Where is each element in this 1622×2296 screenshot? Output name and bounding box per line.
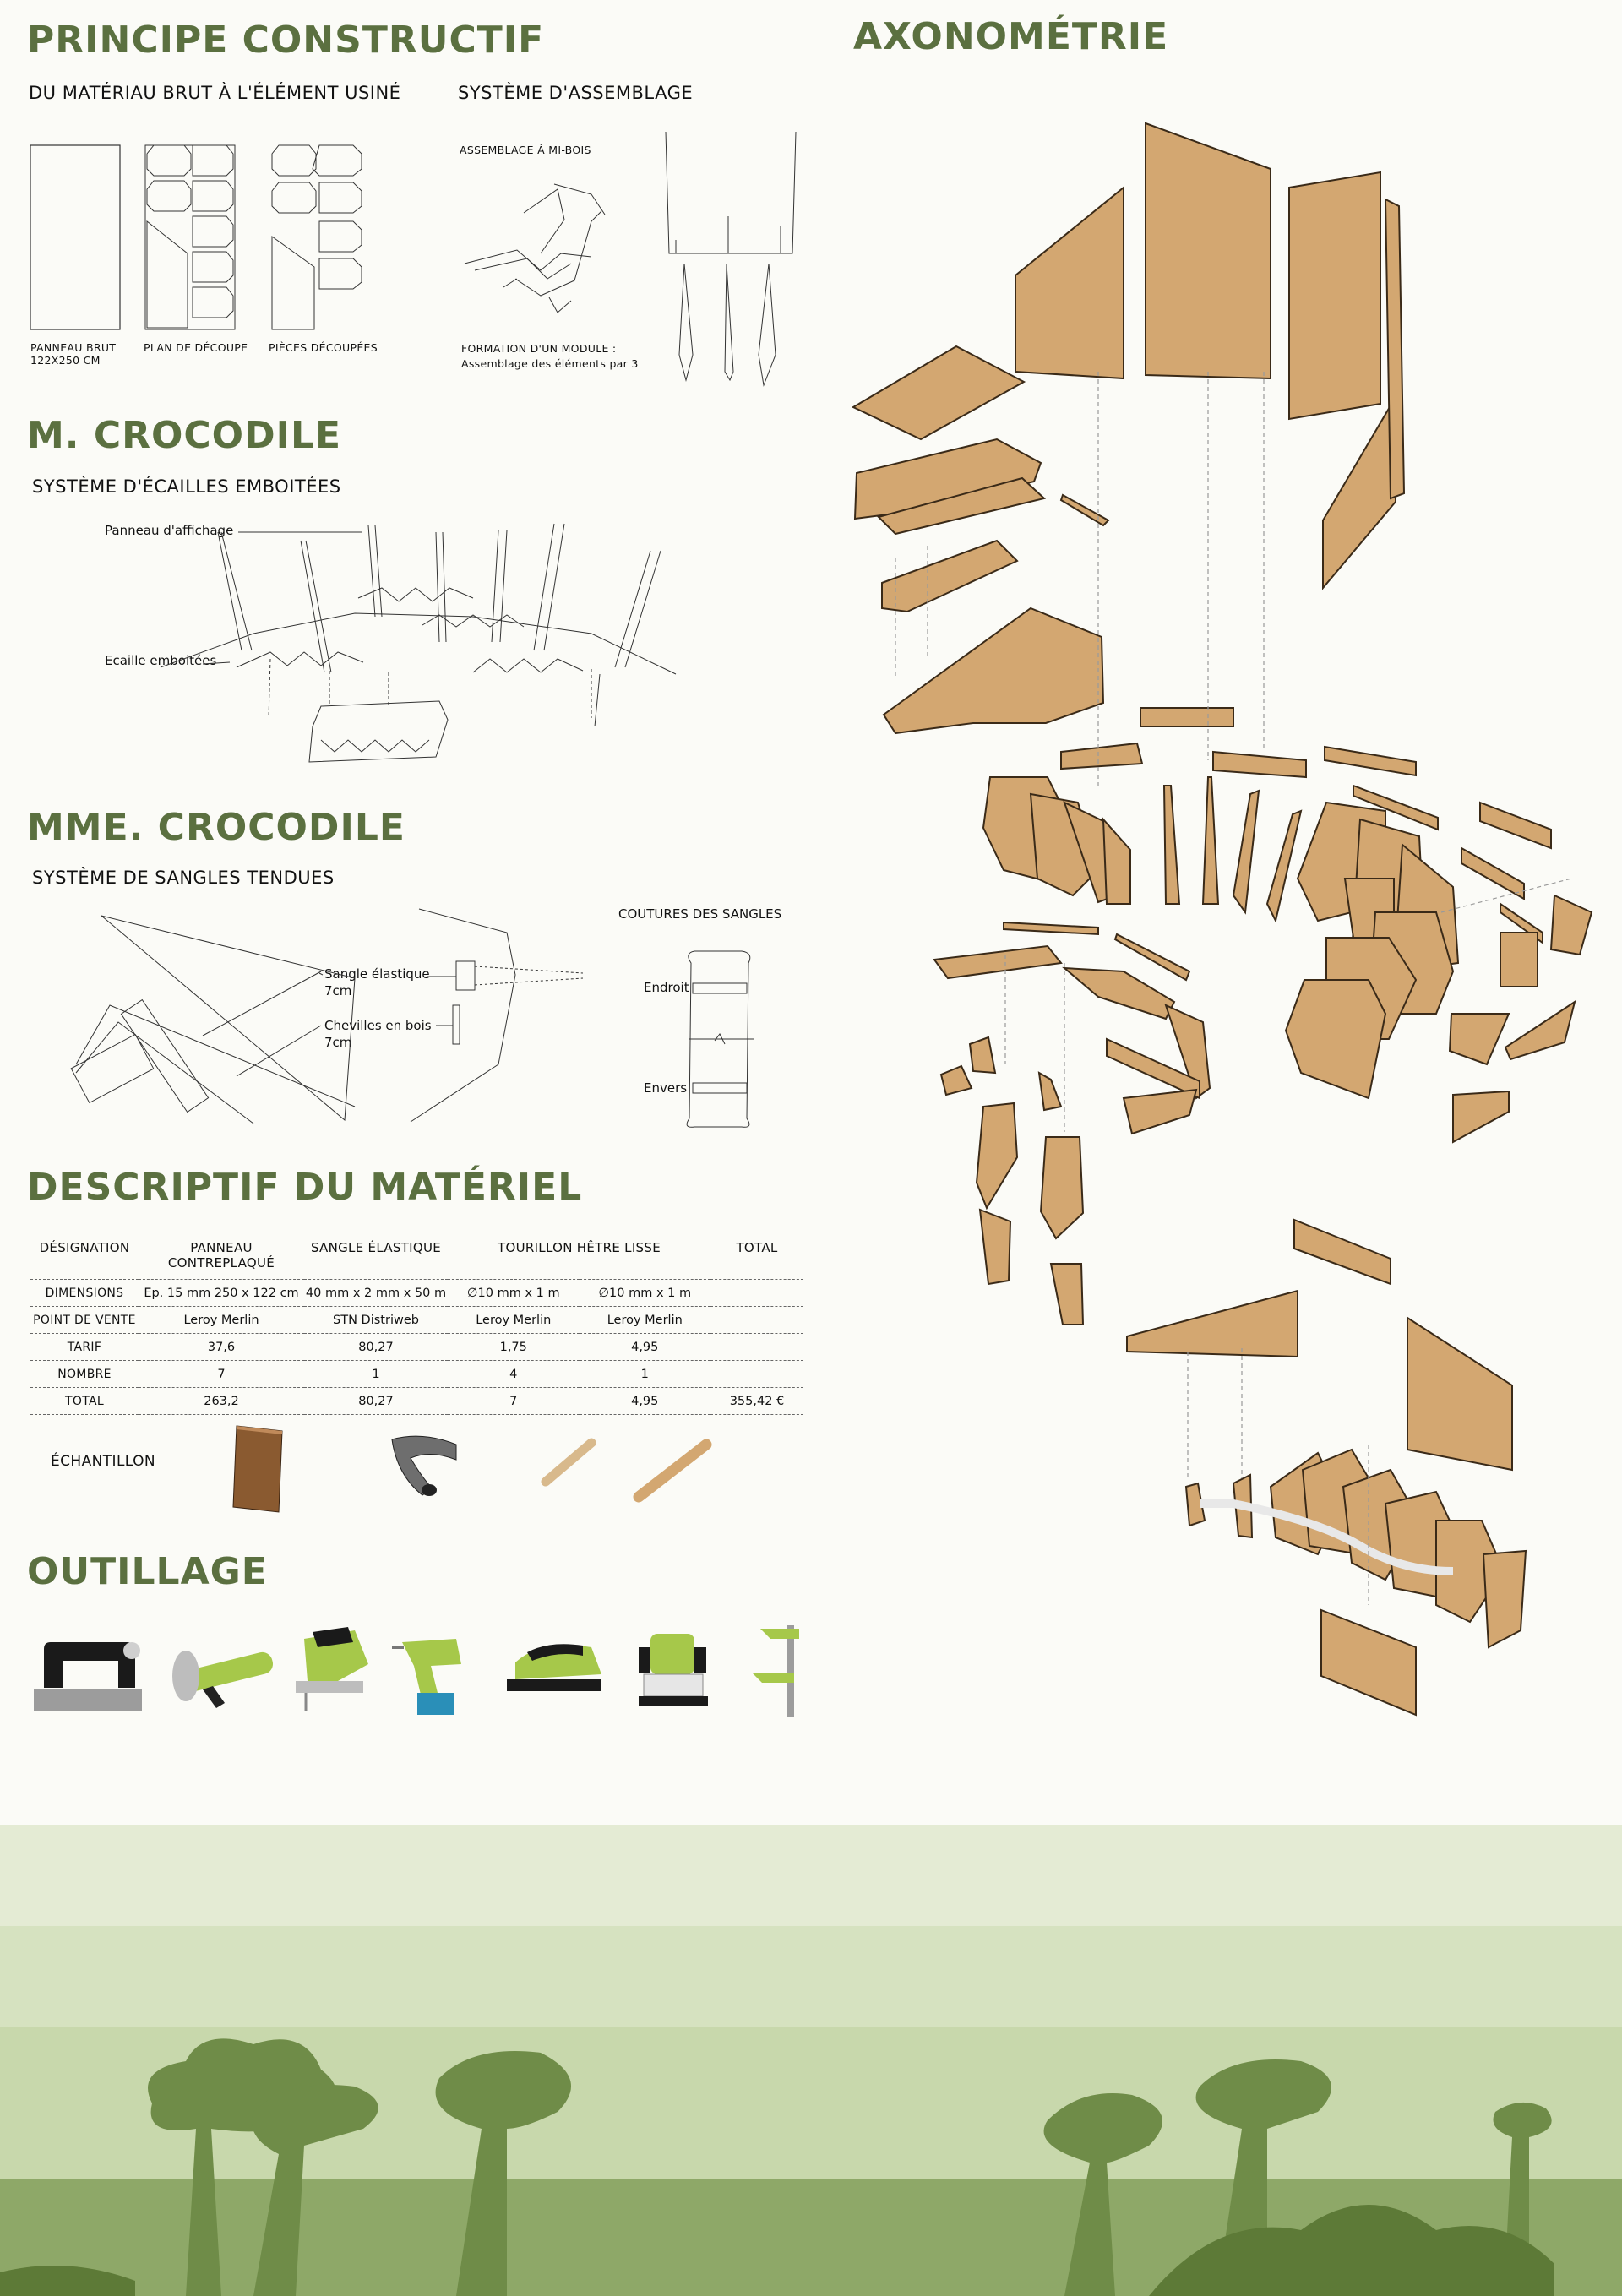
header-sangle: SANGLE ÉLASTIQUE [310, 1240, 442, 1255]
table-cell: 4 [448, 1361, 580, 1388]
label-panneau-affichage: Panneau d'affichage [105, 523, 234, 538]
table-cell: 80,27 [304, 1334, 448, 1361]
table-cell: 4,95 [580, 1388, 711, 1415]
row-label-nombre: NOMBRE [30, 1361, 139, 1388]
table-cell: 40 mm x 2 mm x 50 m [304, 1280, 448, 1307]
table-cell: 1 [304, 1361, 448, 1388]
label-coutures: COUTURES DES SANGLES [618, 906, 782, 922]
table-cell: 4,95 [580, 1334, 711, 1361]
section-title-descriptif: DESCRIPTIF DU MATÉRIEL [27, 1166, 583, 1209]
label-plan-decoupe: PLAN DE DÉCOUPE [144, 341, 248, 354]
label-panneau-brut: PANNEAU BRUT 122X250 CM [30, 341, 117, 367]
table-cell: 263,2 [139, 1388, 304, 1415]
grand-total-cell: 355,42 € [710, 1388, 803, 1415]
header-total: TOTAL [736, 1240, 778, 1255]
swamp-landscape-illustration [0, 1774, 1622, 2296]
display-panel [1323, 397, 1396, 588]
table-cell: ∅10 mm x 1 m [580, 1280, 711, 1307]
row-label-point-de-vente: POINT DE VENTE [30, 1307, 139, 1334]
table-cell: 7 [448, 1388, 580, 1415]
label-echantillon: ÉCHANTILLON [51, 1453, 155, 1470]
header-designation: DÉSIGNATION [39, 1240, 130, 1255]
label-endroit: Endroit [644, 980, 689, 995]
table-cell: 37,6 [139, 1334, 304, 1361]
label-pieces-decoupees: PIÈCES DÉCOUPÉES [269, 341, 378, 354]
row-label-dimensions: DIMENSIONS [30, 1280, 139, 1307]
table-cell: Leroy Merlin [139, 1307, 304, 1334]
subtitle-sangles: SYSTÈME DE SANGLES TENDUES [32, 868, 335, 888]
section-title-axonometrie: AXONOMÉTRIE [853, 15, 1169, 58]
table-cell: Ep. 15 mm 250 x 122 cm [139, 1280, 304, 1307]
section-title-mme-crocodile: MME. CROCODILE [27, 806, 406, 849]
section-title-m-crocodile: M. CROCODILE [27, 414, 342, 457]
table-cell: 1,75 [448, 1334, 580, 1361]
table-cell: Leroy Merlin [580, 1307, 711, 1334]
subtitle-assemblage: SYSTÈME D'ASSEMBLAGE [458, 83, 694, 103]
row-label-total: TOTAL [30, 1388, 139, 1415]
header-panneau: PANNEAU CONTREPLAQUÉ [167, 1240, 275, 1270]
display-panel [1146, 123, 1271, 378]
table-cell: Leroy Merlin [448, 1307, 580, 1334]
row-label-tarif: TARIF [30, 1334, 139, 1361]
display-panel [1289, 172, 1380, 419]
label-formation-module: FORMATION D'UN MODULE : Assemblage des éléments par 3 [461, 342, 639, 370]
table-cell: 7 [139, 1361, 304, 1388]
label-ecaille-emboitees: Ecaille emboitées [105, 653, 217, 668]
label-envers: Envers [644, 1080, 688, 1096]
table-cell: 80,27 [304, 1388, 448, 1415]
table-cell: ∅10 mm x 1 m [448, 1280, 580, 1307]
subtitle-materiau: DU MATÉRIAU BRUT À L'ÉLÉMENT USINÉ [29, 83, 401, 103]
subtitle-ecailles: SYSTÈME D'ÉCAILLES EMBOITÉES [32, 476, 341, 497]
table-cell: STN Distriweb [304, 1307, 448, 1334]
label-assemblage-mi-bois: ASSEMBLAGE À MI-BOIS [460, 144, 591, 156]
table-cell: 1 [580, 1361, 711, 1388]
section-title-principe: PRINCIPE CONSTRUCTIF [27, 19, 545, 62]
label-sangle-elastique: Sangle élastique 7cm [324, 966, 430, 998]
section-title-outillage: OUTILLAGE [27, 1550, 268, 1593]
label-chevilles-bois: Chevilles en bois 7cm [324, 1018, 432, 1050]
header-tourillon: TOURILLON HÊTRE LISSE [498, 1240, 661, 1255]
display-panel [1015, 188, 1124, 378]
